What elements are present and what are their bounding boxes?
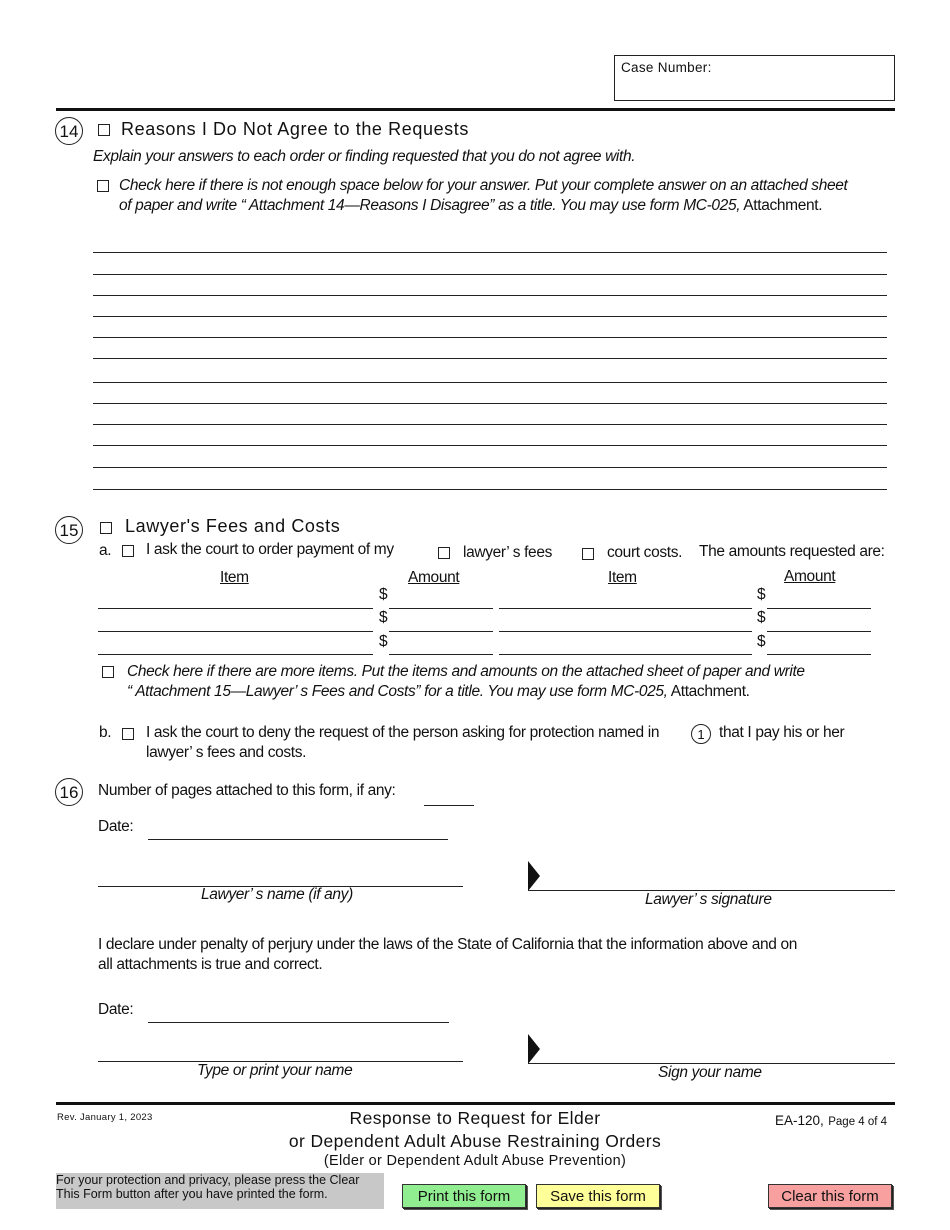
- more-items-plain: Attachment.: [670, 683, 750, 700]
- privacy-note-line2: This Form button after you have printed the form.: [56, 1187, 328, 1201]
- privacy-note-line1: For your protection and privacy, please press the Clear: [56, 1173, 360, 1187]
- section-14-title: Reasons I Do Not Agree to the Requests: [121, 119, 469, 139]
- print-form-button[interactable]: Print this form: [402, 1184, 526, 1208]
- fee-item-field[interactable]: [98, 634, 373, 655]
- court-costs-label: court costs.: [607, 544, 683, 561]
- section-14-number: 14: [55, 117, 83, 145]
- form-id: EA-120,: [775, 1113, 824, 1128]
- fee-item-field[interactable]: [98, 611, 373, 632]
- more-items-italic: “ Attachment 15—Lawyer’ s Fees and Costs” for a title. You may use form MC-025,: [127, 683, 668, 700]
- lawyers-fees-checkbox[interactable]: [438, 547, 450, 559]
- fee-item-field[interactable]: [98, 588, 373, 609]
- section-14-space-note-plain: Attachment.: [743, 197, 823, 214]
- section-14-space-checkbox[interactable]: [97, 180, 109, 192]
- date-label-2: Date:: [98, 1001, 134, 1018]
- footer-title-line2: or Dependent Adult Abuse Restraining Orders: [288, 1131, 662, 1151]
- answer-line[interactable]: [93, 424, 887, 425]
- section-14-space-note-italic: of paper and write “ Attachment 14—Reasons I Disagree” as a title. You may use form MC-025,: [119, 197, 741, 214]
- answer-line[interactable]: [93, 358, 887, 359]
- lawyer-name-field[interactable]: [98, 866, 463, 887]
- section-14-instructions: Explain your answers to each order or finding requested that you do not agree with.: [93, 148, 636, 165]
- dollar-sign: $: [757, 609, 766, 626]
- section-14-space-note-line1: Check here if there is not enough space below for your answer. Put your complete answer on an attached sheet: [119, 177, 848, 194]
- fee-amount-field[interactable]: [389, 634, 493, 655]
- form-page-info: [775, 1112, 887, 1130]
- section-16-number: 16: [55, 778, 83, 806]
- answer-line[interactable]: [93, 467, 887, 468]
- lawyer-signature-field[interactable]: [528, 870, 895, 891]
- declaration-line2: all attachments is true and correct.: [98, 956, 323, 973]
- section-15b-text-2: that I pay his or her: [719, 724, 845, 741]
- answer-line[interactable]: [93, 252, 887, 253]
- dollar-sign: $: [379, 609, 388, 626]
- dollar-sign: $: [379, 633, 388, 650]
- print-name-caption: Type or print your name: [197, 1062, 353, 1079]
- answer-line[interactable]: [93, 295, 887, 296]
- dollar-sign: $: [379, 586, 388, 603]
- amounts-requested-label: The amounts requested are:: [699, 543, 885, 560]
- fee-amount-field[interactable]: [767, 611, 871, 632]
- section-15a-checkbox[interactable]: [122, 545, 134, 557]
- item-column-header-2: Item: [608, 569, 637, 586]
- fee-amount-field[interactable]: [389, 588, 493, 609]
- court-costs-checkbox[interactable]: [582, 548, 594, 560]
- section-15b-checkbox[interactable]: [122, 728, 134, 740]
- item-1-reference: 1: [691, 724, 711, 744]
- top-rule: [56, 108, 895, 111]
- sign-name-caption: Sign your name: [658, 1064, 762, 1081]
- section-15b-text-line2: lawyer’ s fees and costs.: [146, 744, 307, 761]
- case-number-box[interactable]: [614, 55, 895, 101]
- amount-column-header: Amount: [408, 569, 460, 586]
- section-14-space-note-line2: [119, 197, 822, 215]
- more-items-line2: [127, 683, 750, 701]
- case-number-label: Case Number:: [621, 60, 712, 75]
- answer-line[interactable]: [93, 337, 887, 338]
- fee-item-field[interactable]: [499, 588, 752, 609]
- date-field-2[interactable]: [148, 1002, 449, 1023]
- date-field-1[interactable]: [148, 819, 448, 840]
- fee-amount-field[interactable]: [389, 611, 493, 632]
- pages-attached-label: Number of pages attached to this form, if any:: [98, 782, 396, 799]
- footer-title-line3: (Elder or Dependent Adult Abuse Prevention): [323, 1153, 627, 1169]
- section-15-checkbox[interactable]: [100, 522, 112, 534]
- more-items-checkbox[interactable]: [102, 666, 114, 678]
- section-15a-label: a.: [99, 542, 112, 559]
- dollar-sign: $: [757, 586, 766, 603]
- fee-item-field[interactable]: [499, 634, 752, 655]
- declaration-line1: I declare under penalty of perjury under the laws of the State of California that the information above and on: [98, 936, 798, 953]
- privacy-note: [56, 1173, 384, 1209]
- answer-line[interactable]: [93, 489, 887, 490]
- page-number: Page 4 of 4: [828, 1116, 888, 1128]
- section-15-number: 15: [55, 516, 83, 544]
- section-14-checkbox[interactable]: [98, 124, 110, 136]
- save-form-button[interactable]: Save this form: [536, 1184, 660, 1208]
- fee-amount-field[interactable]: [767, 588, 871, 609]
- answer-line[interactable]: [93, 316, 887, 317]
- answer-line[interactable]: [93, 382, 887, 383]
- revision-date: Rev. January 1, 2023: [57, 1112, 153, 1123]
- footer-title-line1: Response to Request for Elder: [349, 1108, 601, 1128]
- item-column-header: Item: [220, 569, 249, 586]
- more-items-line1: Check here if there are more items. Put the items and amounts on the attached sheet of paper and write: [127, 663, 805, 680]
- print-name-field[interactable]: [98, 1041, 463, 1062]
- fee-amount-field[interactable]: [767, 634, 871, 655]
- sign-name-field[interactable]: [528, 1043, 895, 1064]
- answer-line[interactable]: [93, 403, 887, 404]
- footer-rule: [56, 1102, 895, 1105]
- date-label-1: Date:: [98, 818, 134, 835]
- clear-form-button[interactable]: Clear this form: [768, 1184, 892, 1208]
- section-15b-text: I ask the court to deny the request of the person asking for protection named in: [146, 724, 660, 741]
- section-15a-text: I ask the court to order payment of my: [146, 541, 394, 558]
- section-15b-label: b.: [99, 724, 112, 741]
- amount-column-header-2: Amount: [784, 568, 836, 585]
- lawyer-name-caption: Lawyer’ s name (if any): [201, 886, 353, 903]
- fee-item-field[interactable]: [499, 611, 752, 632]
- answer-line[interactable]: [93, 274, 887, 275]
- lawyer-signature-caption: Lawyer’ s signature: [645, 891, 772, 908]
- dollar-sign: $: [757, 633, 766, 650]
- pages-attached-field[interactable]: [424, 785, 474, 806]
- section-15-title: Lawyer's Fees and Costs: [125, 516, 341, 536]
- answer-line[interactable]: [93, 445, 887, 446]
- lawyers-fees-label: lawyer’ s fees: [463, 544, 552, 561]
